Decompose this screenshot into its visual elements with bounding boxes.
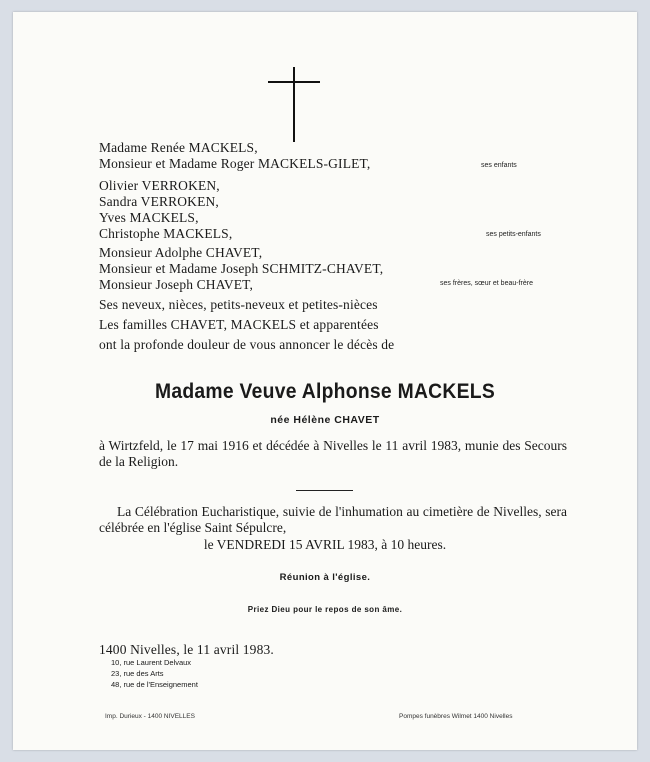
birth-death-text: à Wirtzfeld, le 17 mai 1916 et décédée à Nivelles le 11 avril 1983, munie des Secours de la Religion. xyxy=(99,438,567,469)
family-line-5: Yves MACKELS, xyxy=(99,210,199,225)
relation-siblings: ses frères, sœur et beau-frère xyxy=(440,280,533,287)
family-line-7: Monsieur Adolphe CHAVET, xyxy=(99,245,263,260)
meeting-note: Réunion à l'église. xyxy=(279,572,371,583)
family-line-6: Christophe MACKELS, xyxy=(99,226,233,241)
funeral-home-credit: Pompes funèbres Wilmet 1400 Nivelles xyxy=(399,713,513,720)
ceremony-date: le VENDREDI 15 AVRIL 1983, à 10 heures. xyxy=(203,537,447,552)
family-line-11: Les familles CHAVET, MACKELS et apparentées xyxy=(99,317,379,332)
printer-credit: Imp. Durieux - 1400 NIVELLES xyxy=(105,713,195,720)
announcement-intro: ont la profonde douleur de vous annoncer le décès de xyxy=(99,337,395,352)
family-line-2: Monsieur et Madame Roger MACKELS-GILET, xyxy=(99,156,371,171)
cross-icon xyxy=(268,67,320,142)
family-line-4: Sandra VERROKEN, xyxy=(99,194,219,209)
family-line-9: Monsieur Joseph CHAVET, xyxy=(99,277,254,292)
death-notice-card xyxy=(13,12,637,750)
family-line-1: Madame Renée MACKELS, xyxy=(99,140,258,155)
family-line-10: Ses neveux, nièces, petits-neveux et petites-nièces xyxy=(99,297,378,312)
family-line-3: Olivier VERROKEN, xyxy=(99,178,220,193)
address-2: 23, rue des Arts xyxy=(111,669,164,678)
address-1: 10, rue Laurent Delvaux xyxy=(111,658,192,667)
family-line-8: Monsieur et Madame Joseph SCHMITZ-CHAVET, xyxy=(99,261,384,276)
deceased-name: Madame Veuve Alphonse MACKELS xyxy=(154,380,496,403)
ceremony-text: La Célébration Eucharistique, suivie de l'inhumation au cimetière de Nivelles, sera célébrée en l'église Saint Sépulcre, xyxy=(99,504,567,535)
prayer-note: Priez Dieu pour le repos de son âme. xyxy=(247,605,403,614)
maiden-name: née Hélène CHAVET xyxy=(270,414,380,426)
place-date: 1400 Nivelles, le 11 avril 1983. xyxy=(99,642,274,657)
relation-grandchildren: ses petits-enfants xyxy=(486,231,541,238)
divider xyxy=(296,490,353,491)
relation-children: ses enfants xyxy=(481,162,517,169)
address-3: 48, rue de l'Enseignement xyxy=(111,680,198,689)
